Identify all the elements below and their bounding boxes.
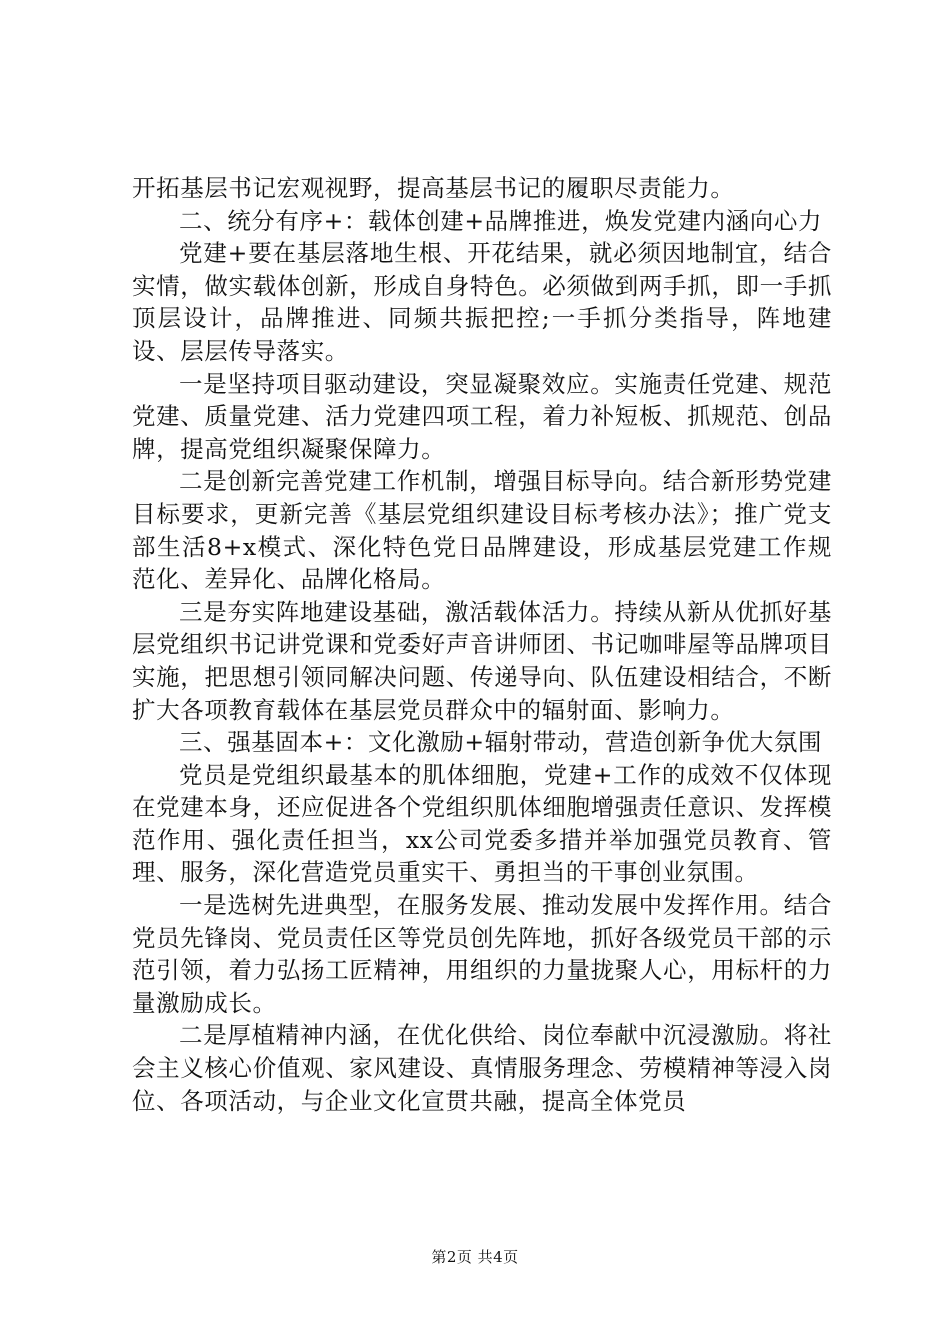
paragraph: 党建+要在基层落地生根、开花结果，就必须因地制宜，结合实情，做实载体创新，形成自身特色。必须做到两手抓，即一手抓顶层设计，品牌推进、同频共振把控;一手抓分类指导，阵地建设、层层传导落实。 bbox=[132, 239, 832, 365]
paragraph: 开拓基层书记宏观视野，提高基层书记的履职尽责能力。 bbox=[132, 174, 735, 202]
paragraph: 二是厚植精神内涵，在优化供给、岗位奉献中沉浸激励。将社会主义核心价值观、家风建设、真情服务理念、劳模精神等浸入岗位、各项活动，与企业文化宣贯共融，提高全体党员 bbox=[132, 1021, 832, 1115]
paragraph: 一是选树先进典型，在服务发展、推动发展中发挥作用。结合党员先锋岗、党员责任区等党员创先阵地，抓好各级党员干部的示范引领，着力弘扬工匠精神，用组织的力量拢聚人心，用标杆的力量激励成长。 bbox=[132, 891, 832, 1017]
paragraph: 党员是党组织最基本的肌体细胞，党建+工作的成效不仅体现在党建本身，还应促进各个党组织肌体细胞增强责任意识、发挥模范作用、强化责任担当，xx公司党委多措并举加强党员教育、管理、服务，深化营造党员重实干、勇担当的干事创业氛围。 bbox=[132, 760, 832, 887]
paragraph: 二是创新完善党建工作机制，增强目标导向。结合新形势党建目标要求，更新完善《基层党组织建设目标考核办法》；推广党支部生活8+x模式、深化特色党日品牌建设，形成基层党建工作规范化、差异化、品牌化格局。 bbox=[132, 467, 832, 594]
section-heading: 二、统分有序+：载体创建+品牌推进，焕发党建内涵向心力 bbox=[179, 206, 823, 235]
paragraph: 三是夯实阵地建设基础，激活载体活力。持续从新从优抓好基层党组织书记讲党课和党委好声音讲师团、书记咖啡屋等品牌项目实施，把思想引领同解决问题、传递导向、队伍建设相结合，不断扩大各项教育载体在基层党员群众中的辐射面、影响力。 bbox=[132, 597, 832, 724]
paragraph: 一是坚持项目驱动建设，突显凝聚效应。实施责任党建、规范党建、质量党建、活力党建四项工程，着力补短板、抓规范、创品牌，提高党组织凝聚保障力。 bbox=[132, 369, 832, 463]
document-body bbox=[132, 172, 832, 1117]
page-number-footer: 第2页 共4页 bbox=[431, 1248, 519, 1266]
section-heading: 三、强基固本+：文化激励+辐射带动，营造创新争优大氛围 bbox=[179, 728, 823, 757]
